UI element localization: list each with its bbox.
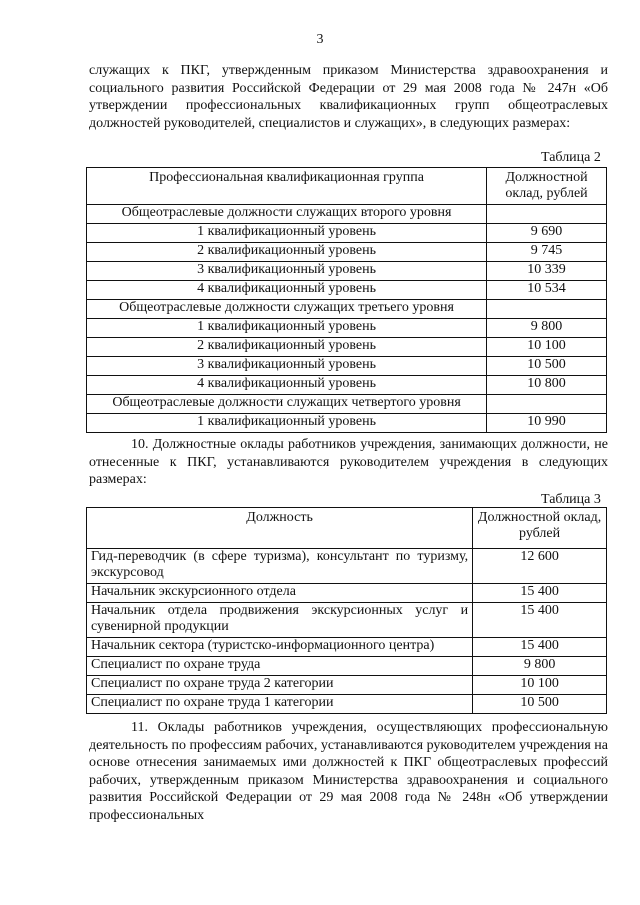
salary-value: 10 339 (487, 262, 607, 281)
group-label: Общеотраслевые должности служащих четвертого уровня (87, 395, 487, 414)
level-label: 1 квалификационный уровень (87, 319, 487, 338)
position-label: Гид-переводчик (в сфере туризма), консультант по туризму, экскурсовод (87, 549, 473, 584)
group-row (87, 205, 607, 224)
salary-value: 9 800 (487, 319, 607, 338)
table-row (87, 676, 607, 695)
level-label: 1 квалификационный уровень (87, 414, 487, 433)
position-label: Начальник сектора (туристско-информационного центра) (87, 638, 473, 657)
salary-value: 15 400 (473, 603, 607, 638)
salary-value: 9 800 (473, 657, 607, 676)
group-label: Общеотраслевые должности служащих второго уровня (87, 205, 487, 224)
salary-value: 9 690 (487, 224, 607, 243)
table-row (87, 338, 607, 357)
salary-value: 10 990 (487, 414, 607, 433)
level-label: 1 квалификационный уровень (87, 224, 487, 243)
table-row (87, 657, 607, 676)
table-row (87, 243, 607, 262)
table-row (87, 281, 607, 300)
position-label: Специалист по охране труда (87, 657, 473, 676)
table-header-row (87, 168, 607, 205)
header-position: Должность (87, 508, 473, 549)
salary-value: 10 800 (487, 376, 607, 395)
header-salary: Должностной оклад, рублей (473, 508, 607, 549)
table-row (87, 376, 607, 395)
salary-value (487, 300, 607, 319)
header-qualification-group: Профессиональная квалификационная группа (87, 168, 487, 205)
position-label: Начальник экскурсионного отдела (87, 584, 473, 603)
level-label: 4 квалификационный уровень (87, 281, 487, 300)
table-row (87, 549, 607, 584)
page-number: 3 (316, 32, 324, 47)
salary-value: 10 500 (487, 357, 607, 376)
table-row (87, 584, 607, 603)
salary-value: 10 500 (473, 695, 607, 714)
salary-value: 10 100 (487, 338, 607, 357)
salary-value: 12 600 (473, 549, 607, 584)
table-row (87, 224, 607, 243)
table-row (87, 319, 607, 338)
paragraph-10: 10. Должностные оклады работников учреждения, занимающих должности, не отнесенные к ПКГ, устанавливаются руководителем учреждения в следующих размерах: (89, 437, 608, 487)
table-row (87, 262, 607, 281)
intro-paragraph: служащих к ПКГ, утвержденным приказом Министерства здравоохранения и социального развития Российской Федерации от 29 мая 2008 года № 247н «Об утверждении профессиональных квалификационных групп общеотраслевых должностей руководителей, специалистов и служащих», в следующих размерах: (89, 63, 608, 131)
table-row (87, 414, 607, 433)
level-label: 4 квалификационный уровень (87, 376, 487, 395)
paragraph-11: 11. Оклады работников учреждения, осуществляющих профессиональную деятельность по профессиям рабочих, устанавливаются руководителем учреждения на основе отнесения занимаемых ими должностей к ПКГ общеотраслевых профессий рабочих, утвержденным приказом Министерства здравоохранения и социального развития Российской Федерации от 29 мая 2008 года № 248н «Об утверждении профессиональных (89, 720, 608, 823)
table-row (87, 603, 607, 638)
salary-value: 10 534 (487, 281, 607, 300)
group-row (87, 395, 607, 414)
salary-value (487, 395, 607, 414)
positions-salary-table (86, 507, 607, 714)
position-label: Начальник отдела продвижения экскурсионных услуг и сувенирной продукции (87, 603, 473, 638)
level-label: 3 квалификационный уровень (87, 357, 487, 376)
position-label: Специалист по охране труда 1 категории (87, 695, 473, 714)
table3-caption: Таблица 3 (541, 492, 601, 507)
table-header-row (87, 508, 607, 549)
level-label: 2 квалификационный уровень (87, 243, 487, 262)
salary-value: 10 100 (473, 676, 607, 695)
table-row (87, 357, 607, 376)
group-row (87, 300, 607, 319)
table2-caption: Таблица 2 (541, 150, 601, 165)
qualification-salary-table (86, 167, 607, 433)
level-label: 3 квалификационный уровень (87, 262, 487, 281)
salary-value: 15 400 (473, 638, 607, 657)
table-row (87, 695, 607, 714)
salary-value (487, 205, 607, 224)
salary-value: 9 745 (487, 243, 607, 262)
table-row (87, 638, 607, 657)
group-label: Общеотраслевые должности служащих третьего уровня (87, 300, 487, 319)
header-salary: Должностной оклад, рублей (487, 168, 607, 205)
level-label: 2 квалификационный уровень (87, 338, 487, 357)
salary-value: 15 400 (473, 584, 607, 603)
position-label: Специалист по охране труда 2 категории (87, 676, 473, 695)
